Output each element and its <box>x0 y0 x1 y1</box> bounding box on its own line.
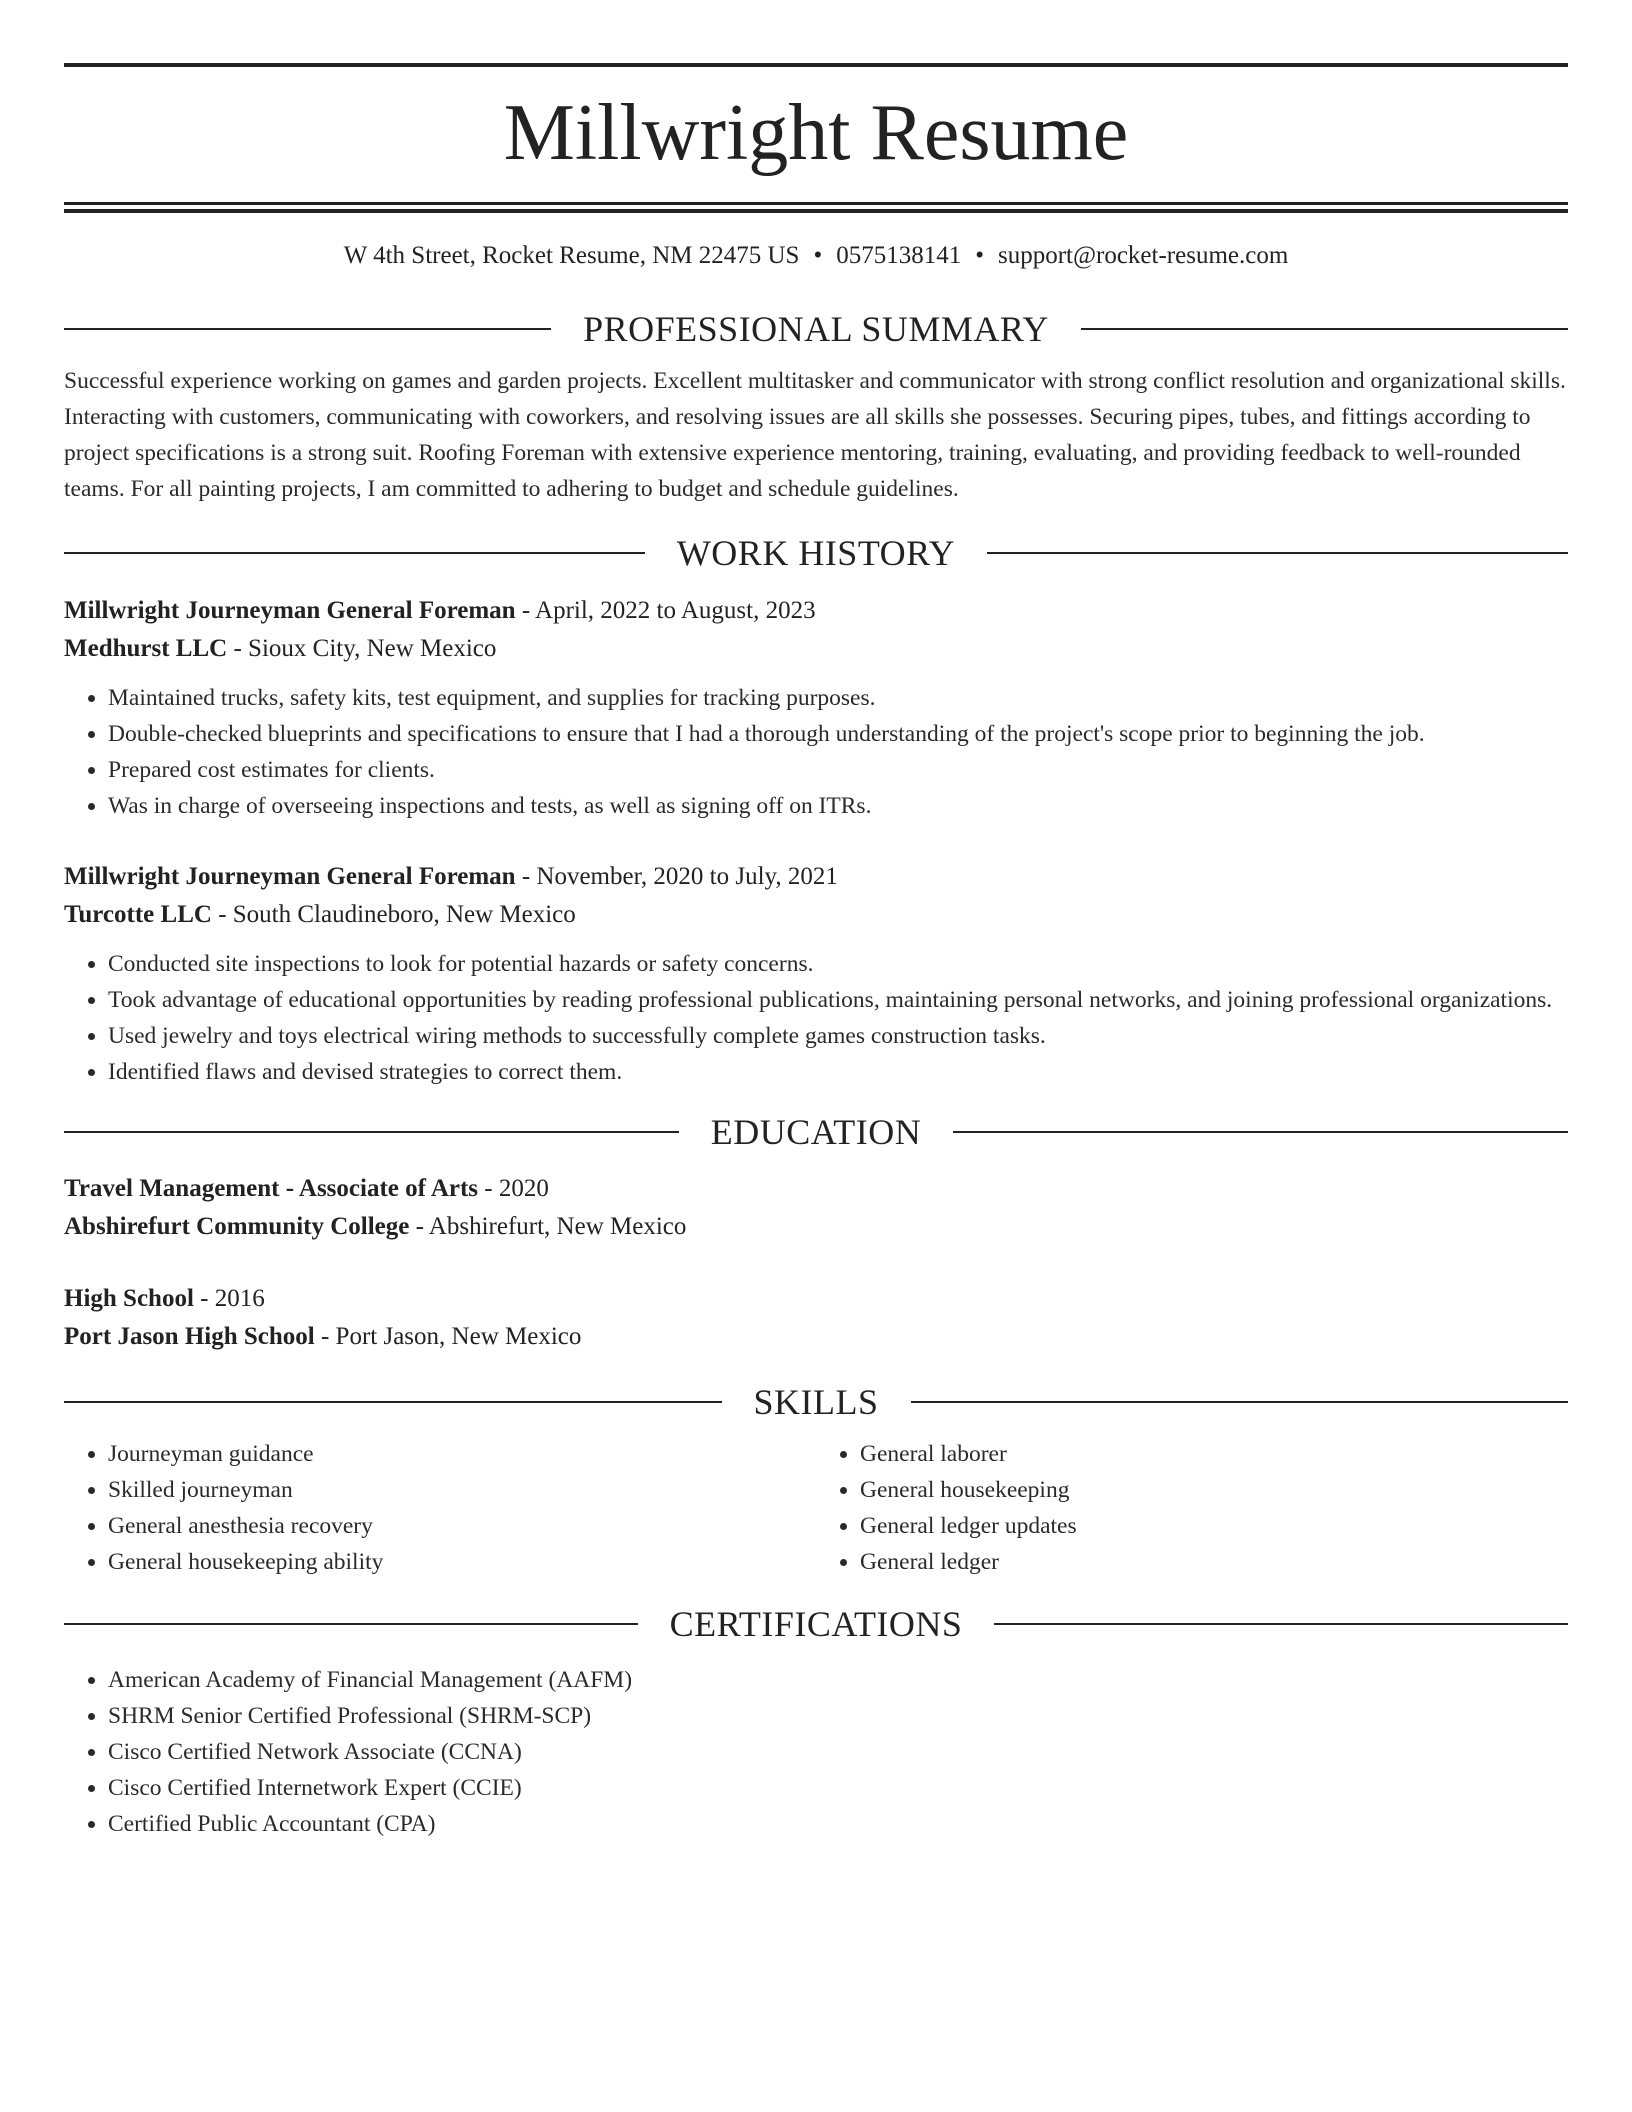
education-degree-row <box>64 1280 1568 1318</box>
job-company: Medhurst LLC <box>64 634 228 662</box>
contact-separator: • <box>813 242 823 269</box>
divider-line <box>1081 328 1568 330</box>
certification-item: • Cisco Certified Network Associate (CCNA) <box>108 1734 1568 1770</box>
divider-line <box>64 1623 638 1625</box>
section-title: SKILLS <box>753 1381 879 1422</box>
job-bullets <box>64 946 1568 1090</box>
education-year: - 2020 <box>478 1174 549 1202</box>
education-school: Port Jason High School <box>64 1322 315 1350</box>
job-location: - Sioux City, New Mexico <box>227 634 497 662</box>
list-item: • Maintained trucks, safety kits, test equipment, and supplies for tracking purposes. <box>108 680 1568 716</box>
job-company: Turcotte LLC <box>64 900 212 928</box>
education-year: - 2016 <box>193 1284 265 1312</box>
certification-item: • SHRM Senior Certified Professional (SHRM-SCP) <box>108 1698 1568 1734</box>
education-location: - Port Jason, New Mexico <box>314 1322 582 1350</box>
contact-email: support@rocket-resume.com <box>997 242 1289 269</box>
contact-phone: 0575138141 <box>836 242 962 269</box>
skill-item: • General laborer <box>860 1436 1568 1472</box>
skill-item: • General ledger updates <box>860 1508 1568 1544</box>
certification-item: • Cisco Certified Internetwork Expert (CCIE) <box>108 1770 1568 1806</box>
education-degree: High School <box>64 1284 194 1312</box>
section-title: EDUCATION <box>710 1111 922 1152</box>
section-header-summary <box>64 307 1568 351</box>
contact-address: W 4th Street, Rocket Resume, NM 22475 US <box>343 242 800 269</box>
skills-column-left <box>64 1436 816 1580</box>
education-entry <box>64 1280 1568 1356</box>
job-dates: - April, 2022 to August, 2023 <box>515 596 816 624</box>
job-bullets <box>64 680 1568 824</box>
list-item: • Conducted site inspections to look for potential hazards or safety concerns. <box>108 946 1568 982</box>
skill-item: • General housekeeping ability <box>108 1544 816 1580</box>
contact-line <box>64 239 1568 273</box>
education-school: Abshirefurt Community College <box>64 1212 410 1240</box>
skills-column-right <box>816 1436 1568 1580</box>
education-entry <box>64 1170 1568 1246</box>
skill-item: • General anesthesia recovery <box>108 1508 816 1544</box>
job-company-row <box>64 896 1568 934</box>
skill-item: • Skilled journeyman <box>108 1472 816 1508</box>
skill-item: • General housekeeping <box>860 1472 1568 1508</box>
list-item: • Identified flaws and devised strategies to correct them. <box>108 1054 1568 1090</box>
job-company-row <box>64 630 1568 668</box>
list-item: • Was in charge of overseeing inspections and tests, as well as signing off on ITRs. <box>108 788 1568 824</box>
list-item: • Double-checked blueprints and specifications to ensure that I had a thorough understanding of the project's scope prior to beginning the job. <box>108 716 1568 752</box>
education-school-row <box>64 1318 1568 1356</box>
resume-title: Millwright Resume <box>503 89 1129 177</box>
divider-line <box>953 1131 1568 1133</box>
title-double-rule <box>64 202 1568 213</box>
certifications-list <box>64 1662 1568 1842</box>
section-title: CERTIFICATIONS <box>669 1603 963 1644</box>
education-degree: Travel Management - Associate of Arts <box>64 1174 479 1202</box>
skill-item: • General ledger <box>860 1544 1568 1580</box>
divider-line <box>987 552 1568 554</box>
divider-line <box>911 1401 1569 1403</box>
certification-bullets <box>64 1662 1568 1842</box>
section-header-education <box>64 1110 1568 1154</box>
job-title-row <box>64 592 1568 630</box>
section-header-work <box>64 531 1568 575</box>
top-rule <box>64 63 1568 67</box>
section-header-skills <box>64 1380 1568 1424</box>
job-title: Millwright Journeyman General Foreman <box>64 596 516 624</box>
education-school-row <box>64 1208 1568 1246</box>
job-location: - South Claudineboro, New Mexico <box>211 900 576 928</box>
certification-item: • Certified Public Accountant (CPA) <box>108 1806 1568 1842</box>
contact-separator: • <box>975 242 984 269</box>
job-entry <box>64 592 1568 824</box>
list-item: • Used jewelry and toys electrical wiring methods to successfully complete games construction tasks. <box>108 1018 1568 1054</box>
list-item: • Prepared cost estimates for clients. <box>108 752 1568 788</box>
section-title: PROFESSIONAL SUMMARY <box>583 309 1049 349</box>
certification-item: • American Academy of Financial Management (AAFM) <box>108 1662 1568 1698</box>
divider-line <box>64 1131 679 1133</box>
job-entry <box>64 858 1568 1090</box>
job-dates: - November, 2020 to July, 2021 <box>515 862 838 890</box>
skills-grid <box>64 1436 1568 1580</box>
section-header-certifications <box>64 1602 1568 1646</box>
divider-line <box>994 1623 1568 1625</box>
education-location: - Abshirefurt, New Mexico <box>409 1212 687 1240</box>
job-title-row <box>64 858 1568 896</box>
education-degree-row <box>64 1170 1568 1208</box>
divider-line <box>64 552 645 554</box>
list-item: • Took advantage of educational opportunities by reading professional publications, maintaining personal networks, and joining professional organizations. <box>108 982 1568 1018</box>
section-title: WORK HISTORY <box>676 532 956 573</box>
divider-line <box>64 328 551 330</box>
summary-text: Successful experience working on games and garden projects. Excellent multitasker and communicator with strong conflict resolution and organizational skills. Interacting with customers, communicating with coworkers, and resolving issues are all skills she possesses. Securing pipes, tubes, and fittings according to project specifications is a strong suit. Roofing Foreman with extensive experience mentoring, training, evaluating, and providing feedback to well-rounded teams. For all painting projects, I am committed to adhering to budget and schedule guidelines. <box>64 368 1566 502</box>
divider-line <box>64 1401 722 1403</box>
job-title: Millwright Journeyman General Foreman <box>64 862 516 890</box>
skill-item: • Journeyman guidance <box>108 1436 816 1472</box>
